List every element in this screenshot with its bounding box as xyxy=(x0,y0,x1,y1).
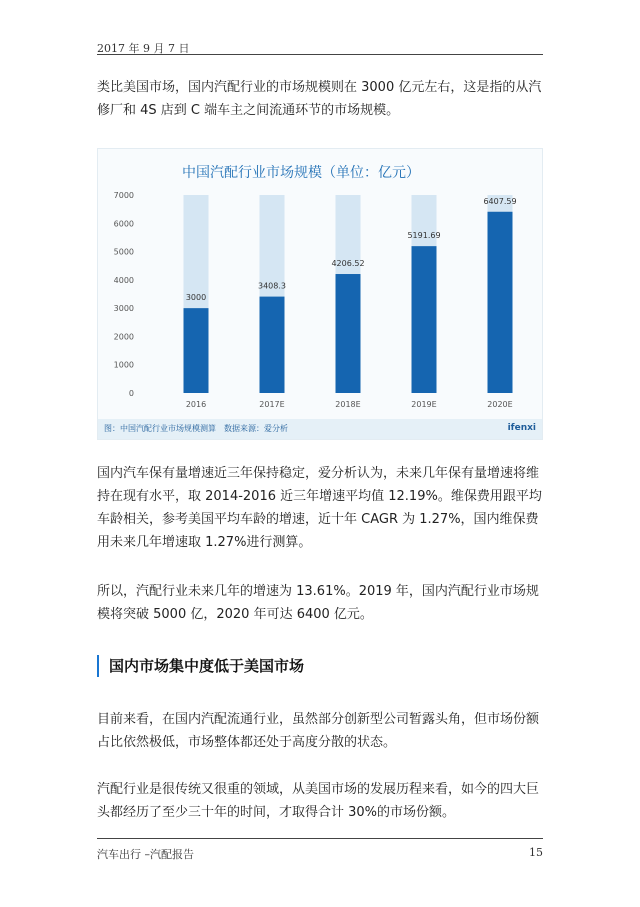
y-tick-label: 2000 xyxy=(113,332,134,342)
bar-value-label: 3408.3 xyxy=(258,281,286,291)
header-date: 2017 年 9 月 7 日 xyxy=(97,42,190,55)
chart-caption-bar xyxy=(98,419,542,439)
footer-report-title: 汽车出行 –汽配报告 xyxy=(97,848,194,861)
paragraph-market-size: 类比美国市场，国内汽配行业的市场规模则在 3000 亿元左右，这是指的从汽修厂和 4S 店到 C 端车主之间流通环节的市场规模。 xyxy=(97,80,542,118)
x-tick-label: 2017E xyxy=(259,400,285,409)
paragraph-forecast: 所以，汽配行业未来几年的增速为 13.61%。2019 年，国内汽配行业市场规模将突破 5000 亿，2020 年可达 6400 亿元。 xyxy=(97,584,539,622)
bar xyxy=(488,212,513,393)
bar-value-label: 4206.52 xyxy=(331,259,365,269)
y-axis xyxy=(114,191,134,398)
y-tick-label: 1000 xyxy=(113,360,134,370)
paragraph-fragmentation: 目前来看，在国内汽配流通行业，虽然部分创新型公司暂露头角，但市场份额占比依然极低，市场整体都还处于高度分散的状态。 xyxy=(97,712,540,750)
bars xyxy=(184,195,517,409)
chart-caption: 图：中国汽配行业市场规模测算 数据来源：爱分析 xyxy=(104,424,288,433)
brand-logo: ifenxi xyxy=(507,423,536,433)
page-number: 15 xyxy=(529,846,543,859)
y-tick-label: 7000 xyxy=(113,191,134,200)
x-tick-label: 2019E xyxy=(411,400,437,409)
bar xyxy=(184,308,209,393)
y-tick-label: 5000 xyxy=(113,247,134,257)
x-tick-label: 2016 xyxy=(185,400,207,409)
chart-title: 中国汽配行业市场规模（单位：亿元） xyxy=(182,165,420,181)
x-tick-label: 2020E xyxy=(487,400,513,409)
x-tick-label: 2018E xyxy=(335,400,361,409)
bar-value-label: 5191.69 xyxy=(407,231,441,241)
footer-divider xyxy=(97,838,543,839)
section-heading: 国内市场集中度低于美国市场 xyxy=(97,655,304,677)
bar-chart-svg xyxy=(98,149,544,421)
y-tick-label: 6000 xyxy=(113,219,134,229)
bar xyxy=(412,246,437,393)
market-size-chart xyxy=(97,148,543,440)
bar-value-label: 3000 xyxy=(185,293,207,303)
paragraph-growth-assumptions: 国内汽车保有量增速近三年保持稳定，爱分析认为，未来几年保有量增速将维持在现有水平，取 2014-2016 近三年增速平均值 12.19%。维保费用跟平均车龄相关，参考美国平均车龄的增速，近十年 CAGR 为 1.27%，国内维保费用未来几年增速取 1.27%进行测算。 xyxy=(97,466,542,550)
bar xyxy=(260,297,285,393)
paragraph-us-comparison: 汽配行业是很传统又很重的领域，从美国市场的发展历程来看，如今的四大巨头都经历了至少三十年的时间，才取得合计 30%的市场份额。 xyxy=(97,782,540,820)
y-tick-label: 0 xyxy=(128,389,134,398)
y-tick-label: 3000 xyxy=(113,304,134,314)
header-divider xyxy=(97,54,543,55)
y-tick-label: 4000 xyxy=(113,275,134,285)
bar xyxy=(336,274,361,393)
bar-value-label: 6407.59 xyxy=(483,196,517,206)
